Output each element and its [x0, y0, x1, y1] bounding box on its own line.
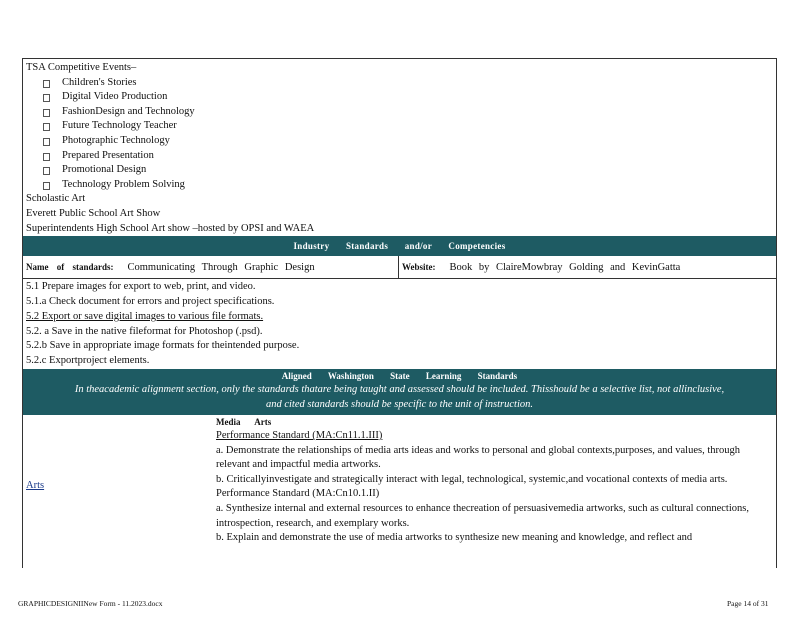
standard-1a: a. Demonstrate the relationships of media arts ideas and works to personal and global contexts,purposes, and values, through relevant and impactful media artworks.: [216, 444, 740, 471]
standard-1b: b. Criticallyinvestigate and strategically interact with legal, technological, systemic,and vocational contexts of media arts.: [216, 473, 728, 485]
list-item: Prepared Presentation: [26, 149, 776, 164]
bullet-icon: [43, 182, 50, 190]
everett-art-show: Everett Public School Art Show: [26, 207, 161, 219]
website-cell: [399, 256, 680, 278]
bullet-icon: [43, 123, 50, 131]
list-item: FashionDesign and Technology: [26, 105, 776, 120]
list-item: 5.2 Export or save digital images to various file formats.: [26, 310, 264, 322]
list-item: 5.2. a Save in the native fileformat for Photoshop (.psd).: [26, 325, 263, 337]
superintendents-art-show: Superintendents High School Art show –hosted by OPSI and WAEA: [26, 222, 315, 234]
list-item: Photographic Technology: [26, 134, 776, 149]
bullet-icon: [43, 94, 50, 102]
arts-label-cell: [23, 415, 213, 546]
bullet-icon: [43, 80, 50, 88]
performance-standard-1: Performance Standard (MA:Cn11.1.III): [216, 430, 383, 442]
standards-table: [22, 58, 777, 568]
list-item: Digital Video Production: [26, 90, 776, 105]
bullet-icon: [43, 167, 50, 175]
bullet-icon: [43, 138, 50, 146]
list-item: Technology Problem Solving: [26, 178, 776, 193]
bullet-icon: [43, 153, 50, 161]
arts-row: [23, 415, 776, 546]
alignment-note-line-1: In theacademic alignment section, only the standards thatare being taught and assessed should be included. Thisshould be a selective list, not allinclusive,: [74, 383, 725, 395]
list-item: 5.1.a Check document for errors and project specifications.: [26, 295, 275, 307]
list-item: 5.1 Prepare images for export to web, print, and video.: [26, 281, 256, 293]
competency-list: [23, 279, 776, 369]
tsa-section: [23, 59, 776, 236]
performance-standard-2: Performance Standard (MA:Cn10.1.II): [216, 488, 380, 500]
aligned-standards-title: Aligned Washington State Learning Standards: [281, 370, 518, 381]
bullet-icon: [43, 109, 50, 117]
list-item: Future Technology Teacher: [26, 119, 776, 134]
website-label: Website:: [402, 262, 436, 273]
name-of-standards-cell: [23, 256, 399, 278]
tsa-event-list: [26, 76, 776, 193]
scholastic-art: Scholastic Art: [26, 193, 86, 205]
media-arts-heading: Media Arts: [216, 416, 272, 427]
standard-2b: b. Explain and demonstrate the use of media artworks to synthesize new meaning and knowledge, and reflect and: [216, 532, 693, 544]
list-item: 5.2.c Exportproject elements.: [26, 355, 150, 367]
standard-2a: a. Synthesize internal and external resources to enhance thecreation of persuasivemedia artworks, such as cultural connections, introspection, research, and exemplary works.: [216, 503, 749, 529]
footer-page-number: Page 14 of 31: [727, 599, 769, 608]
website-value: Book by ClaireMowbray Golding and KevinGatta: [449, 261, 681, 273]
alignment-note-line-2: and cited standards should be specific to the unit of instruction.: [265, 398, 534, 410]
aligned-standards-bar: [23, 369, 776, 415]
industry-standards-bar: Industry Standards and/or Competencies: [23, 236, 776, 256]
name-of-standards-label: Name of standards:: [26, 262, 114, 273]
footer-filename: GRAPHICDESIGNIINew Form - 11.2023.docx: [18, 599, 163, 608]
arts-link[interactable]: Arts: [26, 479, 45, 491]
list-item: 5.2.b Save in appropriate image formats for theintended purpose.: [26, 340, 300, 352]
list-item: Promotional Design: [26, 163, 776, 178]
tsa-heading: TSA Competitive Events–: [26, 62, 137, 73]
arts-standards-cell: [213, 415, 776, 546]
standards-info-row: [23, 256, 776, 279]
name-of-standards-value: Communicating Through Graphic Design: [127, 261, 315, 273]
list-item: Children's Stories: [26, 76, 776, 91]
